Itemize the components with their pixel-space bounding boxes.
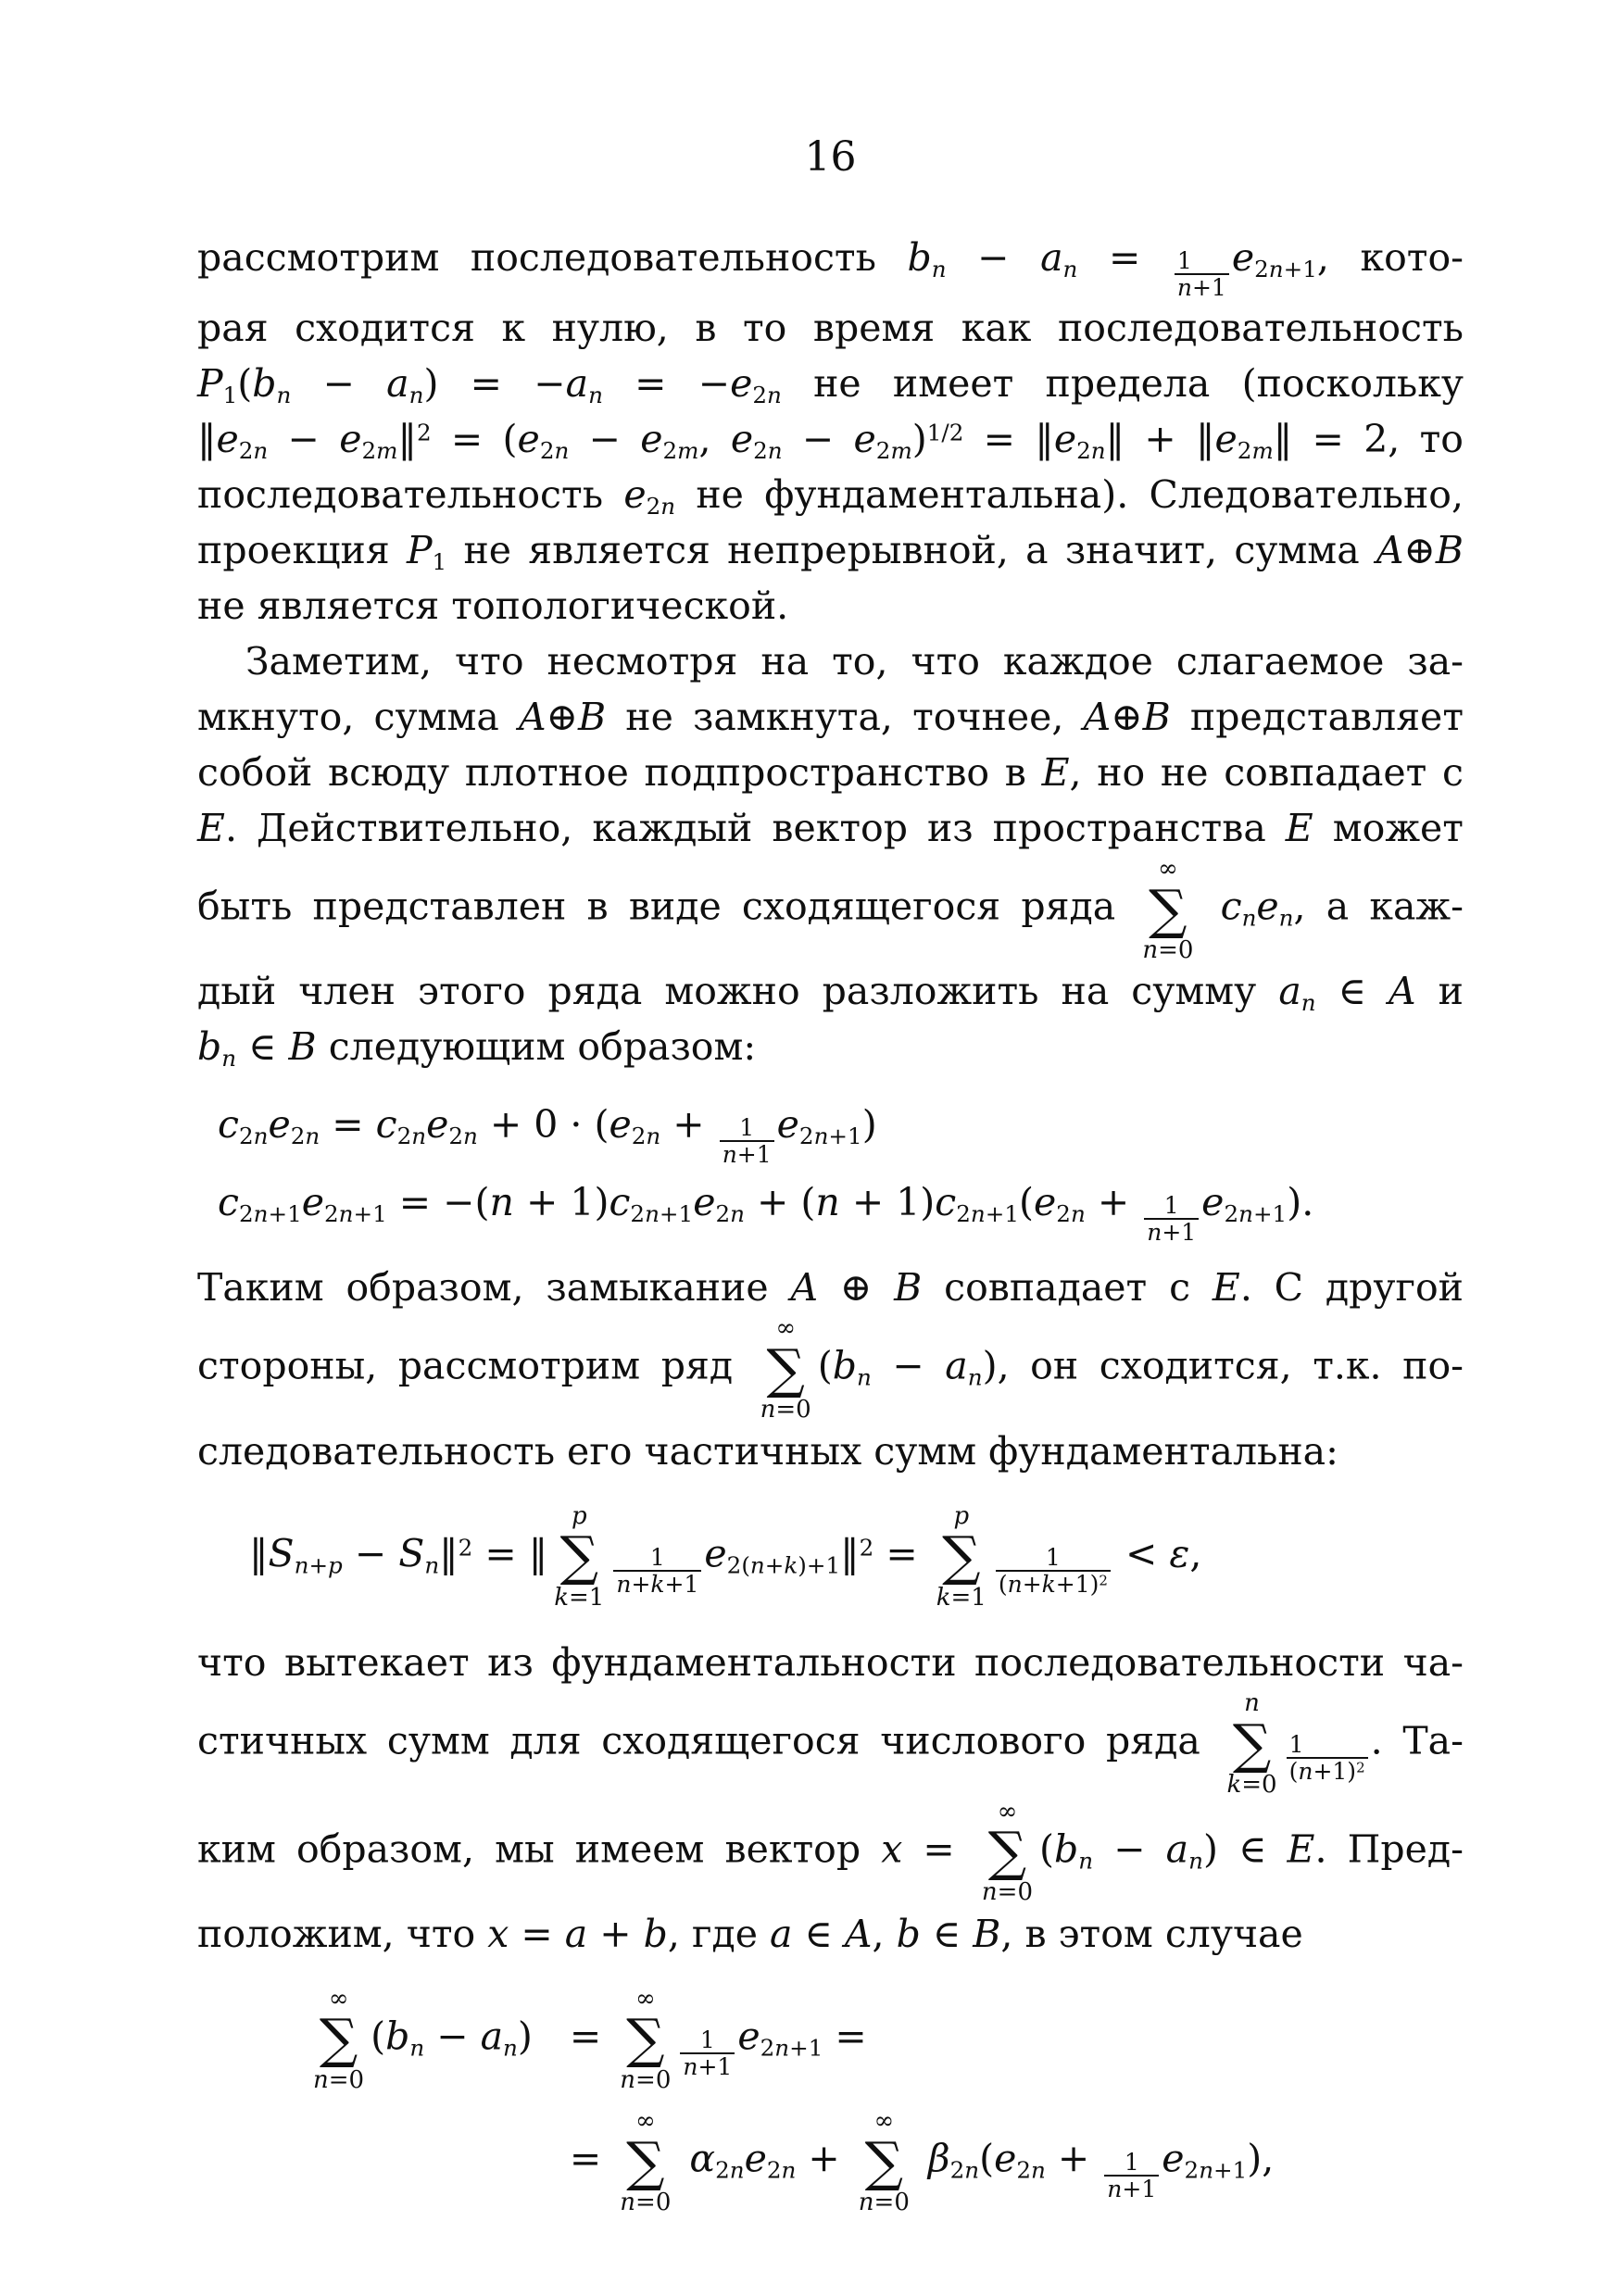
text-line: положим, что x = a + b, где a ∈ A, b ∈ B, в этом случае <box>197 1911 1303 1956</box>
text-line: стороны, рассмотрим ряд ∞ ∑ n=0 $(b_n - a_n)$, он сходится, т.к. по- <box>197 1314 1464 1424</box>
equation-cell: ∞ ∑ n=0 $(b_n - a_n)$ <box>313 1984 533 2094</box>
text-line: рассмотрим последовательность $b_n - a_n$ = $\frac{1}{n+1}$ $e_{2n+1}$, кото- <box>197 235 1464 302</box>
text-line: дый член этого ряда можно разложить на сумму $a_n$ ∈ A и <box>197 969 1464 1017</box>
display-equation <box>249 1503 1464 1611</box>
text-line: не является топологической. <box>197 583 789 629</box>
equation-row: $c_{2n+1}e_{2n+1} = -(n + 1)c_{2n+1}e_{2n} + (n + 1)c_{2n+1}(e_{2n}$ + $\frac{1}{n+1}$ $e_{2n+1}$). <box>218 1180 1314 1247</box>
text-line: Таким образом, замыкание A ⊕ B совпадает с E. С другой <box>197 1265 1464 1311</box>
equation-row: $c_{2n}e_{2n} = c_{2n}e_{2n} + 0 \cdot (e_{2n}$ + $\frac{1}{n+1}$ $e_{2n+1}$) <box>218 1102 877 1169</box>
page-body <box>197 230 1464 2216</box>
text-line: стичных сумм для сходящегося числового ряда n ∑ k=0 $\frac{1}{(n+1)^2}$ . Та- <box>197 1689 1464 1799</box>
text-line: ким образом, мы имеем вектор x = ∞ ∑ n=0 $(b_n - a_n)$ ∈ E. Пред- <box>197 1797 1464 1907</box>
text-line: последовательность $e_{2n}$ не фундаментальна). Следовательно, <box>197 472 1464 520</box>
page-number: 16 <box>804 133 857 181</box>
text-line: следовательность его частичных сумм фундаментальна: <box>197 1428 1338 1474</box>
text-line: мкнуто, сумма A⊕B не замкнута, точнее, A⊕B представляет <box>197 695 1464 740</box>
text-line: быть представлен в виде сходящегося ряда ∞ ∑ n=0 $c_ne_n$, а каж- <box>197 855 1464 964</box>
text-line: Заметим, что несмотря на то, что каждое слагаемое за- <box>245 639 1464 684</box>
text-line: собой всюду плотное подпространство в E, но не совпадает с <box>197 750 1464 796</box>
text-line: рая сходится к нулю, в то время как последовательность <box>197 306 1464 351</box>
text-line: что вытекает из фундаментальности последовательности ча- <box>197 1640 1464 1686</box>
equation-cell: = ∞ ∑ n=0 $\frac{1}{n+1}$ $e_{2n+1}$ = <box>569 1984 867 2094</box>
display-equation-aligned <box>307 1986 1464 2216</box>
text-line: $P_1(b_n - a_n) = -a_n = -e_{2n}$ не имеет предела (поскольку <box>197 361 1464 408</box>
text-line: $b_n$ ∈ B следующим образом: <box>197 1024 757 1073</box>
text-line: $‖e_{2n}$ − $e_{2m}‖^2 = (e_{2n} - e_{2m}$, $e_{2n} - e_{2m})^{1/2}$ = $‖e_{2n}‖$ + $‖e_{2m}‖ = 2$, то <box>197 417 1464 464</box>
text-line: E. Действительно, каждый вектор из пространства E может <box>197 806 1464 851</box>
display-equation <box>218 1089 1464 1245</box>
text-line: проекция $P_1$ не является непрерывной, а значит, сумма A⊕B <box>197 528 1464 575</box>
equation-row: $‖S_{n+p}$ − $S_n‖^2$ = ‖ p ∑ k=1 $\frac{1}{n+k+1}$ $e_{2(n+k)+1}‖^2$ = p ∑ k=1 $\frac{1}{(n+k+1)^2}$ < ε, <box>249 1501 1202 1612</box>
equation-cell: = ∞ ∑ n=0 $\alpha_{2n}e_{2n}$ + ∞ ∑ n=0 $\beta_{2n}(e_{2n}$ + $\frac{1}{n+1}$ $e_{2n+1}$), <box>569 2107 1275 2216</box>
